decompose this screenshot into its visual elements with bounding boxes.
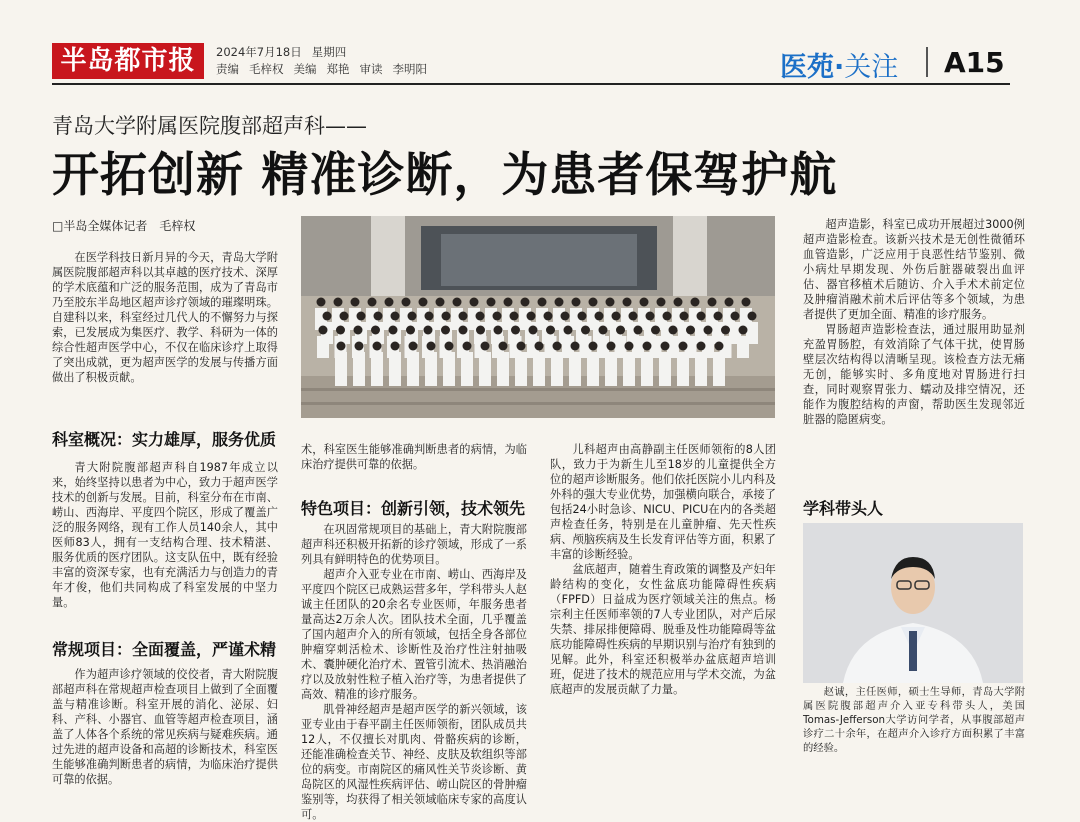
leader-portrait xyxy=(803,523,1023,683)
section-heading-overview: 科室概况：实力雄厚，服务优质 xyxy=(52,430,277,449)
special-paragraphs-col4: 超声造影，科室已成功开展超过3000例超声造影检查。该新兴技术是无创性微循环血管造影，广泛应用于良恶性结节鉴别、微小病灶早期发现、外伤后脏器破裂出血评估、器官移植术后随访、介入手术术前定位及肿瘤消融术前术后评估等多个领域，为患者提供了更加全面、精准的诊疗服务。 胃肠超声造影检查法，通过服用助显剂充盈胃肠腔，有效消除了气体干扰，使胃肠壁层次结构得以清晰呈现。该检查方法无痛无创，能够实时、多角度地对胃肠进行扫查，同时观察胃张力、蠕动及排空情况，还能作为腹腔结构的声窗，帮助医生发现邻近脏器的隐匿病变。 xyxy=(803,218,1025,426)
special-paragraphs-col2: 在巩固常规项目的基础上，青大附院腹部超声科还积极开拓新的诊疗领域，形成了一系列具有鲜明特色的优势项目。 超声介入亚专业在市南、崂山、西海岸及平度四个院区已成熟运营多年，学科带头人赵诚主任团队的20余名专业医师，年服务患者量高达2万余人次。团队技术全面，几乎覆盖了国内超声介入的所有领域，包括全身各部位肿瘤穿刺活检术、诊断性及治疗性注射抽吸术、囊肿硬化治疗术、置管引流术、热消融治疗以及放射性粒子植入治疗等，为患者提供了高效、精准的诊疗服务。 肌骨神经超声是超声医学的新兴领域，该亚专业由于春平副主任医师领衔，团队成员共12人，不仅擅长对肌肉、骨骼疾病的诊断，还能准确检查关节、神经、皮肤及软组织等部位的病变。市南院区的痛风性关节炎诊断、黄岛院区的风湿性疾病评估、崂山院区的骨肿瘤鉴别等，均获得了相关领域临床专家的高度认可。 xyxy=(301,523,527,821)
article-headline: 开拓创新 精准诊断，为患者保驾护航 xyxy=(52,148,838,203)
issue-date-line xyxy=(216,44,356,60)
section-heading-routine: 常规项目：全面覆盖，严谨术精 xyxy=(52,640,277,659)
issue-weekday: 星期四 xyxy=(311,45,347,59)
article-byline: □半岛全媒体记者 毛梓权 xyxy=(52,219,196,233)
intro-paragraph: 在医学科技日新月异的今天，青岛大学附属医院腹部超声科以其卓越的医疗技术、深厚的学术底蕴和广泛的服务范围，成为了青岛市乃至胶东半岛地区超声诊疗领域的璀璨明珠。自建科以来，科室经过几代人的不懈努力与探索，已发展成为集医疗、教学、科研为一体的综合性超声医学中心，不仅在临床诊疗上取得了突出成就，更为超声医学的发展与传播方面做出了积极贡献。 xyxy=(52,251,278,384)
leader-caption: 赵诚，主任医师，硕士生导师，青岛大学附属医院腹部超声介入亚专科带头人，美国Tomas-Jefferson大学访问学者，从事腹部超声诊疗二十余年，在超声介入诊疗方面积累了丰富的经验。 xyxy=(803,686,1025,754)
section-heading-special: 特色项目：创新引领，技术领先 xyxy=(301,499,526,518)
article-subtitle: 青岛大学附属医院腹部超声科—— xyxy=(52,114,367,138)
special-paragraphs-col3: 儿科超声由高静副主任医师领衔的8人团队，致力于为新生儿至18岁的儿童提供全方位的超声诊断服务。他们依托医院小儿内科及外科的强大专业优势，加强横向联合，承接了包括24小时急诊、NICU、PICU在内的各类超声检查任务，特别是在儿童肿瘤、先天性疾病、颅脑疾病及生长发育评估等方面，积累了丰富的诊断经验。 盆底超声，随着生育政策的调整及产妇年龄结构的变化，女性盆底功能障碍性疾病（FPFD）日益成为医疗领域关注的焦点。杨宗利主任医师率领的7人专业团队，对产后尿失禁、排尿排便障碍、脱垂及性功能障碍等盆底功能障碍性疾病的早期识别与治疗有独到的见解。此外，科室还积极举办盆底超声培训班，促进了技术的规范应用与学术交流，为盆底超声的发展贡献了力量。 xyxy=(550,443,776,696)
newspaper-logo: 半岛都市报 xyxy=(52,43,204,79)
routine-paragraph-part1: 作为超声诊疗领域的佼佼者，青大附院腹部超声科在常规超声检查项目上做到了全面覆盖与精准诊断。科室开展的消化、泌尿、妇科、产科、小器官、血管等超声检查项目，涵盖了人体各个系统的常见疾病与疑难疾病。通过先进的超声设备和高超的诊断技术，科室医生能够准确判断患者的病情，为临床治疗提供可靠的依据。 xyxy=(52,668,278,786)
section-heading-leader: 学科带头人 xyxy=(803,499,884,518)
section-name: 医苑·关注 xyxy=(780,52,899,83)
department-group-photo xyxy=(301,216,775,418)
issue-date: 2024年7月18日 xyxy=(216,45,302,59)
editor-credits: 责编 毛梓权 美编 郑艳 审读 李明阳 xyxy=(216,62,427,76)
masthead-rule xyxy=(52,83,1010,85)
page-number: A15 xyxy=(944,46,1005,79)
masthead-divider xyxy=(926,47,928,77)
routine-paragraph-part2: 术，科室医生能够准确判断患者的病情，为临床治疗提供可靠的依据。 xyxy=(301,443,527,471)
overview-paragraph: 青大附院腹部超声科自1987年成立以来，始终坚持以患者为中心，致力于超声医学技术的创新与发展。目前，科室分布在市南、崂山、西海岸、平度四个院区，形成了覆盖广泛的服务网络，现有工作人员140余人，其中医师83人，拥有一支结构合理、技术精湛、服务优质的医疗团队。这支队伍中，既有经验丰富的资深专家，也有充满活力与创造力的青年才俊，他们共同构成了科室发展的中坚力量。 xyxy=(52,461,278,609)
